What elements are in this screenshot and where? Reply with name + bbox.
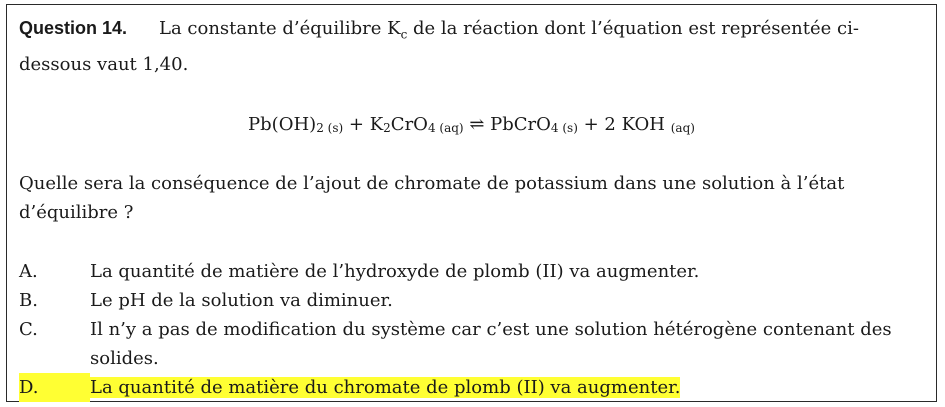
option-d-highlighted[interactable] xyxy=(19,373,924,402)
question-header xyxy=(19,14,924,79)
option-text: La quantité de matière du chromate de plomb (II) va augmenter. xyxy=(90,376,681,398)
option-letter: B. xyxy=(19,289,38,311)
equilibrium-arrow: ⇌ xyxy=(463,113,491,135)
option-text: La quantité de matière de l’hydroxyde de plomb (II) va augmenter. xyxy=(90,260,700,282)
option-letter: C. xyxy=(19,318,38,340)
option-b[interactable] xyxy=(19,286,924,315)
question-content xyxy=(19,14,924,402)
kc-subscript: c xyxy=(400,27,408,42)
option-text: Il n’y a pas de modification du système car c’est une solution hétérogène contenant des solides. xyxy=(90,318,892,369)
option-text: Le pH de la solution va diminuer. xyxy=(90,289,393,311)
option-letter: A. xyxy=(19,260,38,282)
question-prompt: Quelle sera la conséquence de l’ajout de chromate de potassium dans une solution à l’état d’équilibre ? xyxy=(19,172,845,223)
question-number: Question 14. xyxy=(19,18,128,38)
answer-options xyxy=(19,257,924,402)
option-a[interactable] xyxy=(19,257,924,286)
option-letter: D. xyxy=(19,373,90,402)
option-c[interactable] xyxy=(19,315,924,373)
reaction-equation: $Pb(OH)_{2 (s)} + K_2CrO_{4 (aq)}$ ⇌ PbCrO$_{4 (s)}$ + 2 KOH $_{(aq)}$ xyxy=(248,113,695,135)
question-intro: La constante d’équilibre $K_c$ de la réaction dont l’équation est représentée ci-dessous vaut 1,40. xyxy=(19,18,859,75)
